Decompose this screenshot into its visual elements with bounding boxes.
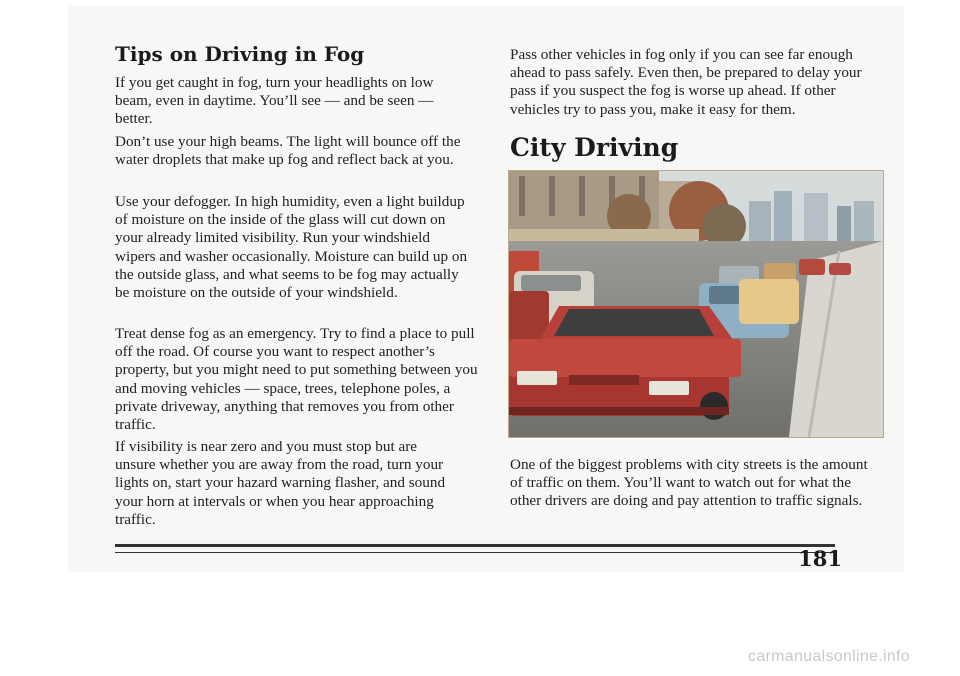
page-number: 181 [798, 546, 842, 571]
fog-paragraph-1: If you get caught in fog, turn your headlights on low beam, even in daytime. You’ll see — and be seen — better. [115, 74, 434, 128]
fog-paragraph-2: Don’t use your high beams. The light will bounce off the water droplets that make up fog and reflect back at you. [115, 133, 461, 169]
city-traffic-illustration [508, 170, 884, 438]
watermark-text: carmanualsonline.info [748, 648, 910, 665]
footer-rule-thick [115, 544, 835, 547]
passing-in-fog-paragraph: Pass other vehicles in fog only if you can see far enough ahead to pass safely. Even then, be prepared to delay your pass if you suspect the fog is worse up ahead. If other vehicles try to pass you, make it easy for them. [510, 46, 862, 118]
city-driving-heading: City Driving [510, 133, 679, 162]
footer-rule-thin [115, 552, 835, 553]
fog-paragraph-3: Use your defogger. In high humidity, even a light buildup of moisture on the inside of the glass will cut down on your already limited visibility. Run your windshield wipers and washer occasionally. Moisture can build up on the outside glass, and what seems to be fog may actually be moisture on the outside of your windshield. [115, 193, 468, 302]
fog-paragraph-4: Treat dense fog as an emergency. Try to find a place to pull off the road. Of course you want to respect another’s property, but you might need to put something between you and moving vehicles — space, trees, telephone poles, a private driveway, anything that removes you from other traffic. [115, 325, 478, 434]
fog-section-heading: Tips on Driving in Fog [115, 42, 365, 66]
fog-paragraph-5: If visibility is near zero and you must stop but are unsure whether you are away from the road, turn your lights on, start your hazard warning flasher, and sound your horn at intervals or when you hear approaching traffic. [115, 438, 446, 528]
city-traffic-paragraph: One of the biggest problems with city streets is the amount of traffic on them. You’ll want to watch out for what the other drivers are doing and pay attention to traffic signals. [510, 456, 868, 510]
